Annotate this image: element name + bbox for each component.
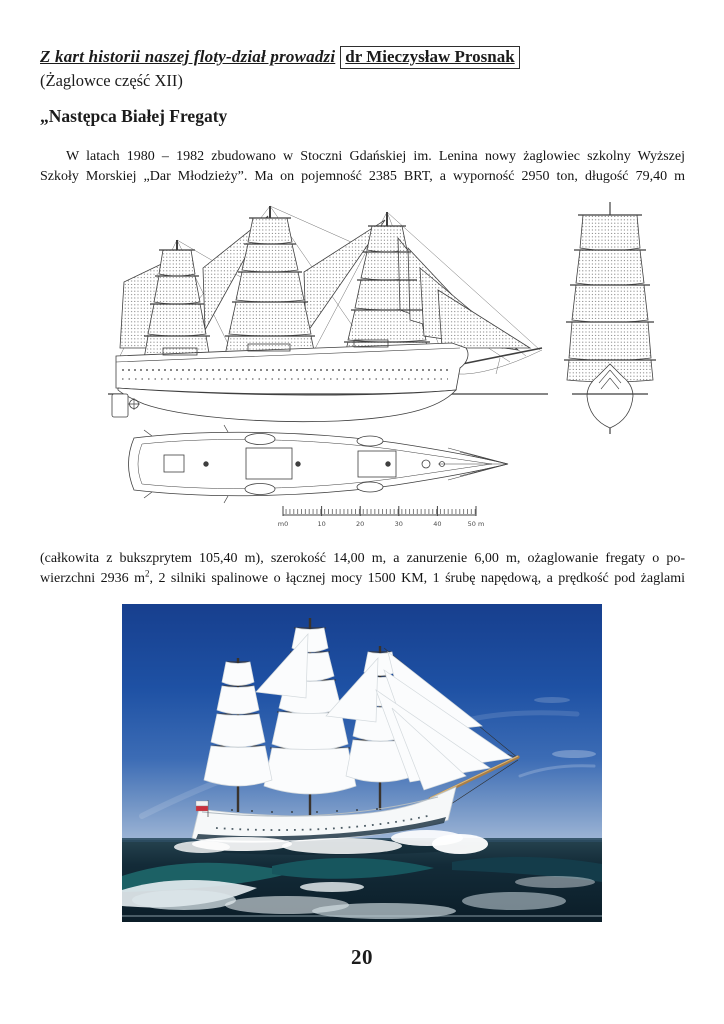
superscript: 2 xyxy=(145,569,150,579)
scale-label: 30 xyxy=(394,520,403,528)
paragraph-text: , 2 silniki spalinowe o łącznej mocy 1500 KM, 1 śrubę napędową, a prędkość pod żaglami xyxy=(149,571,685,586)
author-name-box: dr Mieczysław Prosnak xyxy=(340,46,519,69)
technical-drawing-figure xyxy=(108,198,668,536)
paragraph-line xyxy=(40,569,685,589)
bow-view-drawing xyxy=(564,202,656,434)
paragraph-line: Szkoły Morskiej „Dar Młodzieży”. Ma on pojemność 2385 BRT, a wyporność 2950 ton, długość 79,40 m xyxy=(40,169,685,184)
scale-label: 20 xyxy=(356,520,365,528)
paragraph-line: (całkowita z bukszprytem 105,40 m), szerokość 14,00 m, a zanurzenie 6,00 m, ożaglowanie fregaty o po- xyxy=(40,551,685,566)
sailing-ship-photo xyxy=(122,604,602,922)
ship-photo-figure xyxy=(122,604,602,922)
scale-label: 40 xyxy=(433,520,442,528)
scale-label: 10 xyxy=(317,520,326,528)
article-title: „Następca Białej Fregaty xyxy=(40,106,228,126)
issue-subtitle: (Żaglowce część XII) xyxy=(40,71,183,90)
scale-label: 50 m xyxy=(467,520,485,528)
ship-plans-drawing xyxy=(108,198,668,536)
side-view-drawing xyxy=(108,206,548,422)
paragraph-text: wierzchni 2936 m xyxy=(40,571,145,586)
series-title: Z kart historii naszej floty-dział prowadzi xyxy=(40,47,336,66)
scale-bar xyxy=(278,506,485,528)
scale-label: m0 xyxy=(277,520,289,528)
header-line xyxy=(40,46,520,69)
page-number: 20 xyxy=(351,945,373,969)
deck-plan-drawing xyxy=(129,425,509,503)
paragraph-line: W latach 1980 – 1982 zbudowano w Stoczni Gdańskiej im. Lenina nowy żaglowiec szkolny Wyższej xyxy=(66,149,685,164)
